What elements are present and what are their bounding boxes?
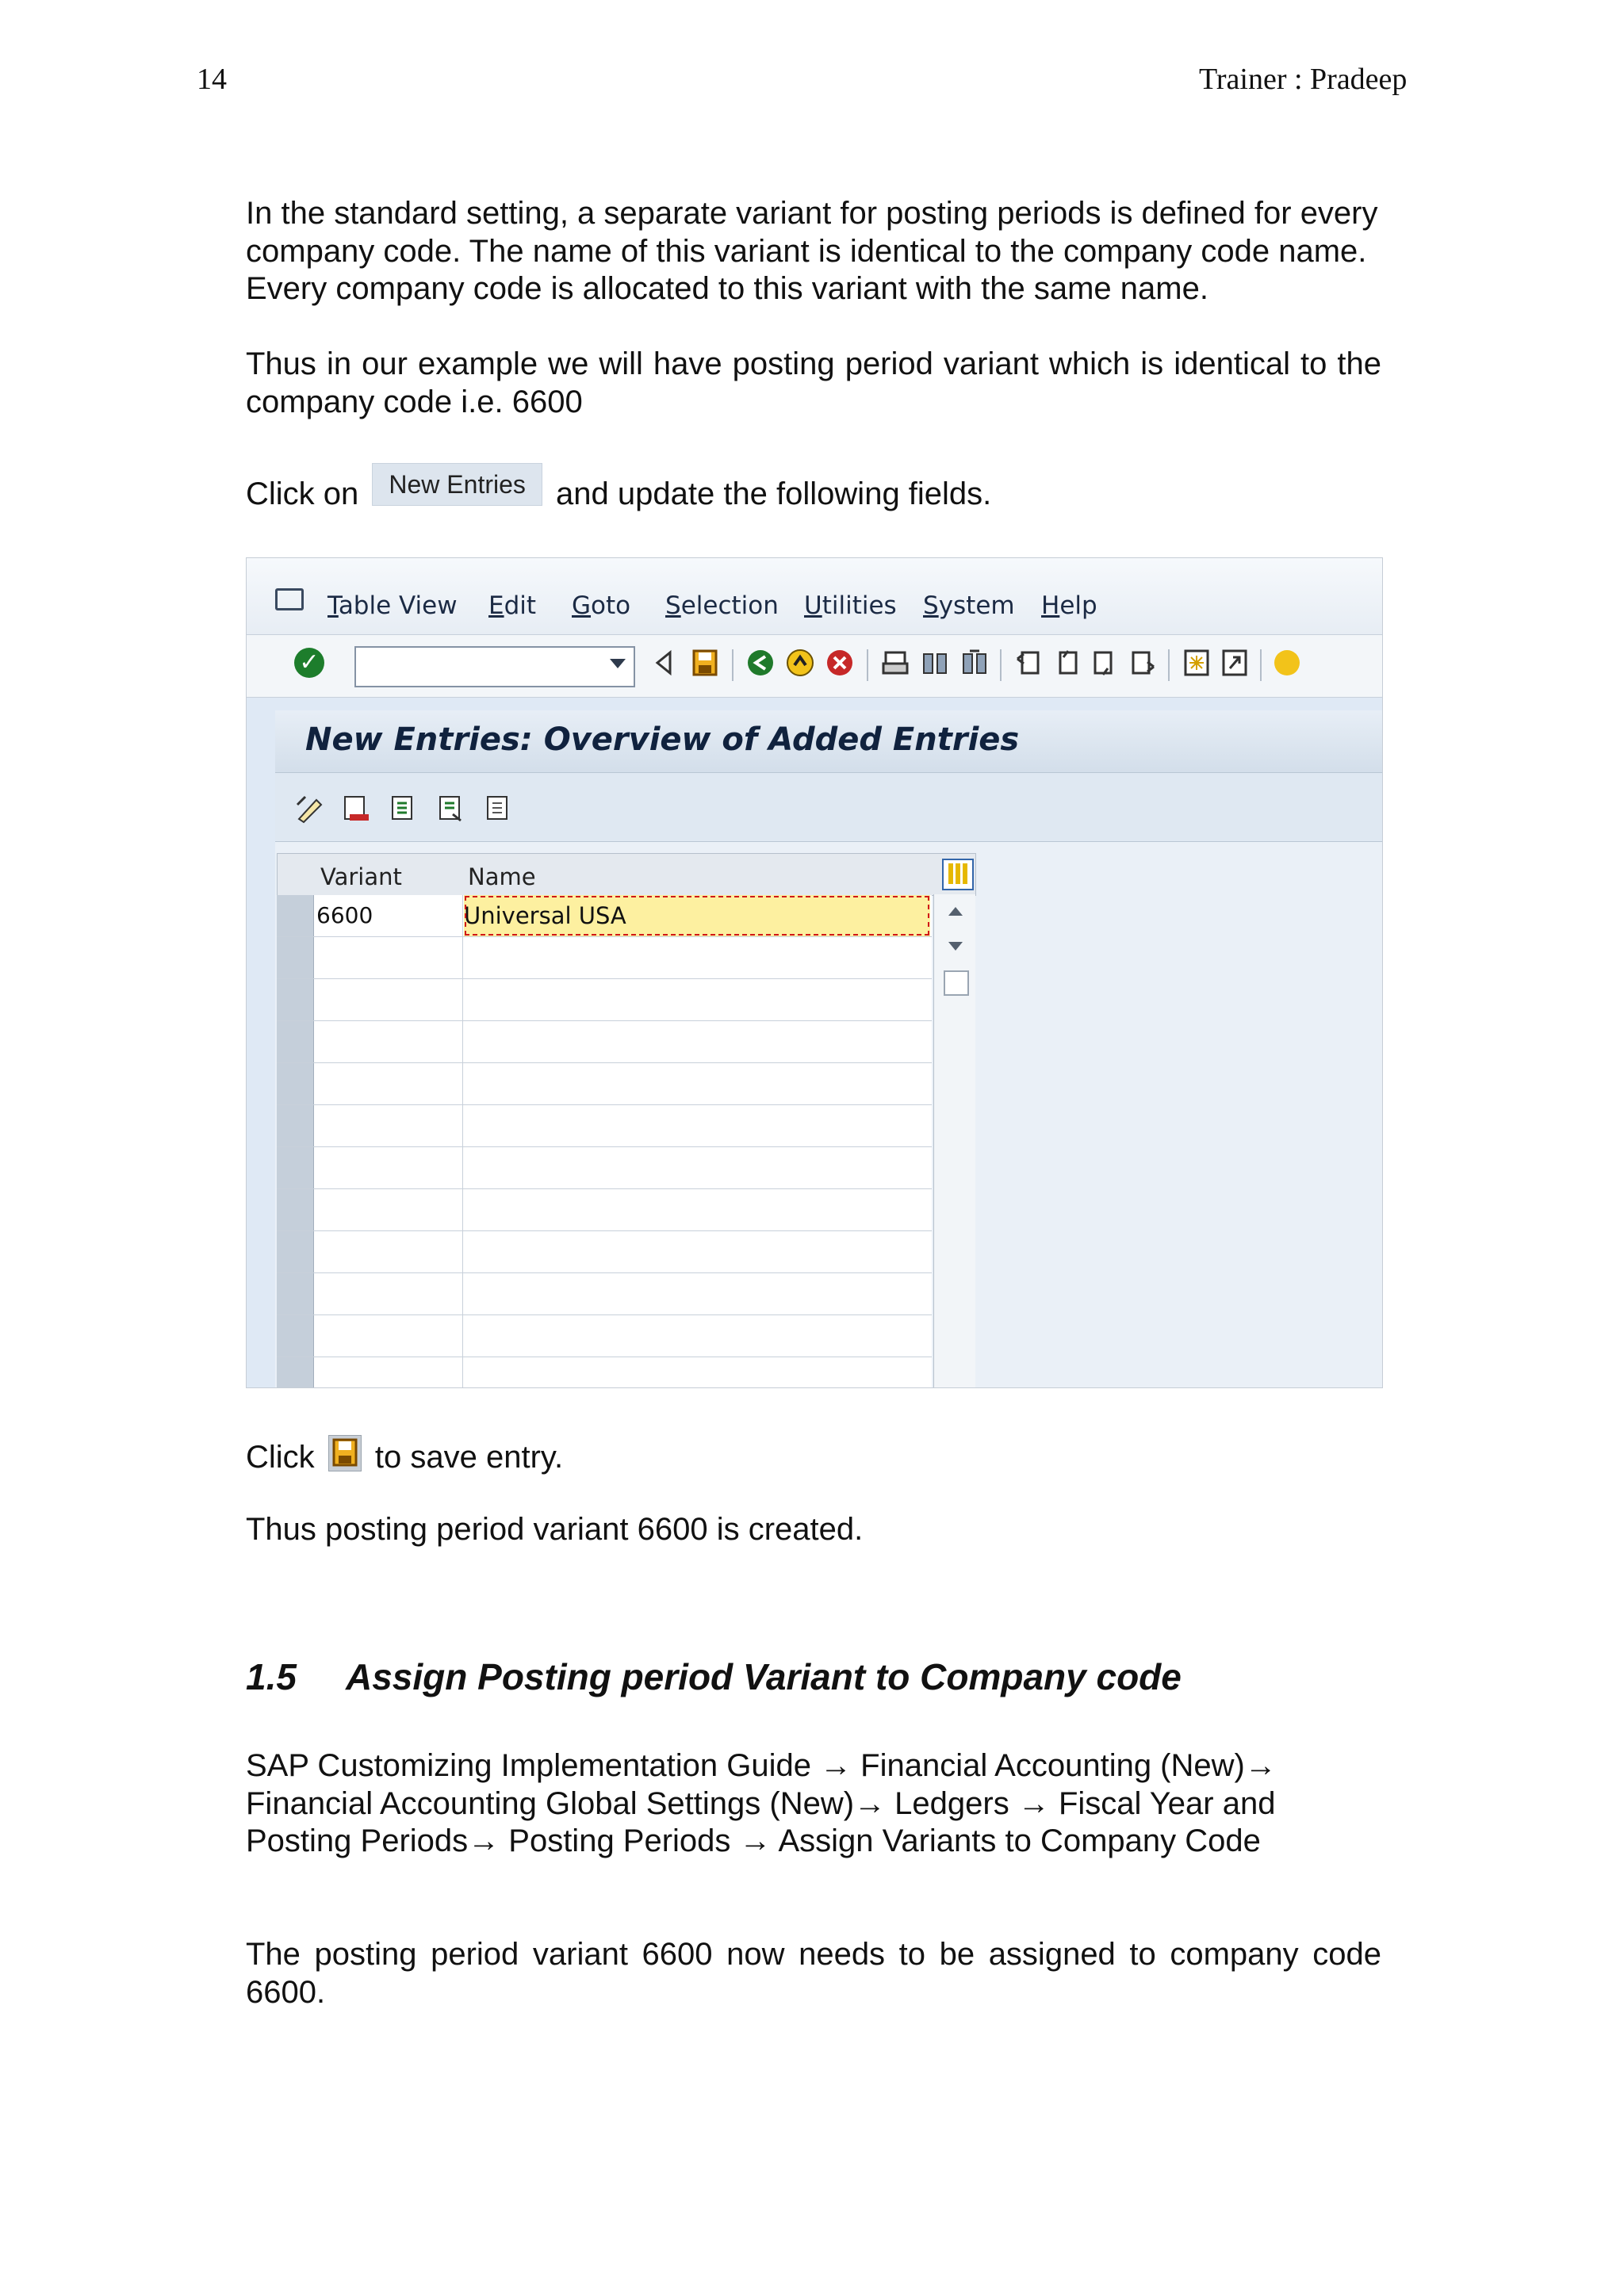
sap-menubar (247, 558, 1382, 635)
sap-screenshot (246, 557, 1383, 1388)
menu-utilities[interactable]: Utilities (804, 591, 897, 620)
toolbar-separator (1260, 649, 1262, 681)
row-selector[interactable] (277, 979, 314, 1020)
name-cell[interactable]: Universal USA (464, 895, 930, 936)
column-header-variant[interactable]: Variant (320, 863, 402, 890)
back-green-icon[interactable] (746, 648, 775, 678)
variant-cell[interactable] (316, 1105, 463, 1146)
row-selector[interactable] (277, 1147, 314, 1188)
new-entries-button-image: New Entries (372, 463, 542, 506)
screen-titlebar (275, 710, 1383, 773)
last-page-icon[interactable] (1128, 648, 1157, 678)
example-paragraph: Thus in our example we will have posting period variant which is identical to the company code i.e. 6600 (246, 346, 1381, 419)
variant-cell[interactable] (316, 979, 463, 1020)
table-row[interactable] (277, 1273, 932, 1315)
save-icon[interactable] (691, 648, 719, 678)
row-selector[interactable] (277, 1063, 314, 1104)
menu-path (246, 1747, 1381, 1861)
name-cell[interactable] (464, 979, 930, 1020)
dropdown-arrow-icon[interactable] (610, 659, 626, 668)
row-selector[interactable] (277, 1357, 314, 1388)
section-heading (246, 1655, 1182, 1698)
variant-cell[interactable] (316, 1021, 463, 1062)
column-header-name[interactable]: Name (468, 863, 536, 890)
menu-icon[interactable] (275, 588, 304, 610)
table-row[interactable] (277, 937, 932, 979)
column-settings-icon[interactable] (942, 859, 974, 890)
section-title: Assign Posting period Variant to Company code (346, 1656, 1182, 1697)
print-icon[interactable] (881, 648, 910, 678)
row-selector[interactable] (277, 1273, 314, 1314)
intro-paragraph: In the standard setting, a separate variant for posting periods is defined for every company code. The name of this variant is identical to the company code name. Every company code is allocated to this variant with the same name. (246, 196, 1378, 306)
created-line: Thus posting period variant 6600 is created. (246, 1512, 864, 1547)
save-prefix: Click (246, 1440, 315, 1475)
deselect-all-icon[interactable] (485, 794, 515, 825)
enter-check-icon[interactable]: ✓ (294, 648, 324, 678)
variant-cell[interactable] (316, 1273, 463, 1314)
variant-cell[interactable] (316, 1315, 463, 1357)
name-cell[interactable] (464, 1231, 930, 1272)
copy-entry-icon[interactable] (389, 794, 419, 825)
row-selector[interactable] (277, 1105, 314, 1146)
table-header (277, 853, 976, 896)
menu-system[interactable]: System (923, 591, 1015, 620)
name-cell[interactable] (464, 1147, 930, 1188)
toolbar-separator (1168, 649, 1170, 681)
row-selector[interactable] (277, 895, 314, 936)
shortcut-icon[interactable] (1220, 648, 1249, 678)
back-triangle-icon[interactable] (649, 648, 678, 678)
table-row[interactable] (277, 895, 932, 937)
name-cell[interactable] (464, 1105, 930, 1146)
help-icon[interactable] (1273, 648, 1301, 678)
trainer-label: Trainer : Pradeep (1199, 63, 1408, 96)
save-suffix: to save entry. (374, 1440, 564, 1475)
save-instruction-line (246, 1435, 1381, 1477)
row-selector[interactable] (277, 1021, 314, 1062)
row-selector[interactable] (277, 1231, 314, 1272)
variant-cell[interactable] (316, 937, 463, 978)
table-row[interactable] (277, 1357, 932, 1388)
scroll-down-icon[interactable] (948, 942, 963, 951)
find-next-icon[interactable] (960, 648, 989, 678)
new-session-icon[interactable] (1182, 648, 1211, 678)
name-cell[interactable] (464, 1315, 930, 1357)
menu-path-line: SAP Customizing Implementation Guide → Financial Accounting (New)→ (246, 1748, 1277, 1783)
click-new-entries-line (246, 470, 1381, 517)
name-cell[interactable] (464, 1189, 930, 1230)
sap-content-panel (275, 710, 1383, 1388)
variant-cell[interactable] (316, 1357, 463, 1388)
menu-path-line: Posting Periods→ Posting Periods → Assign Variants to Company Code (246, 1823, 1261, 1858)
application-toolbar (275, 773, 1383, 842)
table-row[interactable] (277, 1063, 932, 1105)
table-row[interactable] (277, 1105, 932, 1147)
scroll-up-icon[interactable] (948, 907, 963, 916)
section-number: 1.5 (246, 1656, 297, 1697)
menu-path-line: Financial Accounting Global Settings (New)→ Ledgers → Fiscal Year and (246, 1785, 1276, 1821)
save-icon (328, 1435, 362, 1471)
variant-cell[interactable] (316, 1147, 463, 1188)
menu-selection[interactable]: Selection (665, 591, 779, 620)
row-selector[interactable] (277, 1315, 314, 1357)
select-all-icon[interactable] (437, 794, 467, 825)
command-field[interactable] (354, 646, 635, 687)
table-row[interactable] (277, 1315, 932, 1357)
change-display-icon[interactable] (294, 794, 324, 825)
variant-cell[interactable] (316, 1189, 463, 1230)
table-row[interactable] (277, 1021, 932, 1063)
cancel-red-icon[interactable] (825, 648, 854, 678)
menu-edit[interactable]: Edit (488, 591, 537, 620)
variant-cell[interactable]: 6600 (316, 895, 463, 936)
name-cell[interactable] (464, 1357, 930, 1388)
table-row[interactable] (277, 1189, 932, 1231)
sap-toolbar (247, 635, 1382, 698)
previous-page-icon[interactable] (1052, 648, 1081, 678)
toolbar-separator (732, 649, 733, 681)
click-suffix: and update the following fields. (556, 476, 992, 511)
click-prefix: Click on (246, 476, 359, 511)
find-icon[interactable] (921, 648, 949, 678)
final-paragraph: The posting period variant 6600 now needs to be assigned to company code 6600. (246, 1937, 1381, 2010)
name-cell[interactable] (464, 1273, 930, 1314)
screen-title: New Entries: Overview of Added Entries (305, 721, 1020, 758)
table-row[interactable] (277, 1147, 932, 1189)
table-row[interactable] (277, 1231, 932, 1273)
name-cell[interactable] (464, 1021, 930, 1062)
page-number: 14 (197, 63, 227, 96)
name-cell[interactable] (464, 937, 930, 978)
table-row[interactable] (277, 979, 932, 1021)
scroll-thumb[interactable] (944, 970, 969, 996)
exit-yellow-icon[interactable] (786, 648, 814, 678)
menu-table-view[interactable]: Table View (327, 591, 458, 620)
vertical-scrollbar[interactable] (933, 894, 975, 1388)
table-area (275, 842, 1383, 1388)
variant-cell[interactable] (316, 1231, 463, 1272)
toolbar-separator (1000, 649, 1002, 681)
delete-entry-icon[interactable] (342, 794, 372, 825)
name-cell[interactable] (464, 1063, 930, 1104)
row-selector[interactable] (277, 937, 314, 978)
variant-cell[interactable] (316, 1063, 463, 1104)
next-page-icon[interactable] (1090, 648, 1119, 678)
menu-goto[interactable]: Goto (572, 591, 631, 620)
row-selector[interactable] (277, 1189, 314, 1230)
toolbar-separator (867, 649, 868, 681)
first-page-icon[interactable] (1014, 648, 1043, 678)
menu-help[interactable]: Help (1041, 591, 1097, 620)
